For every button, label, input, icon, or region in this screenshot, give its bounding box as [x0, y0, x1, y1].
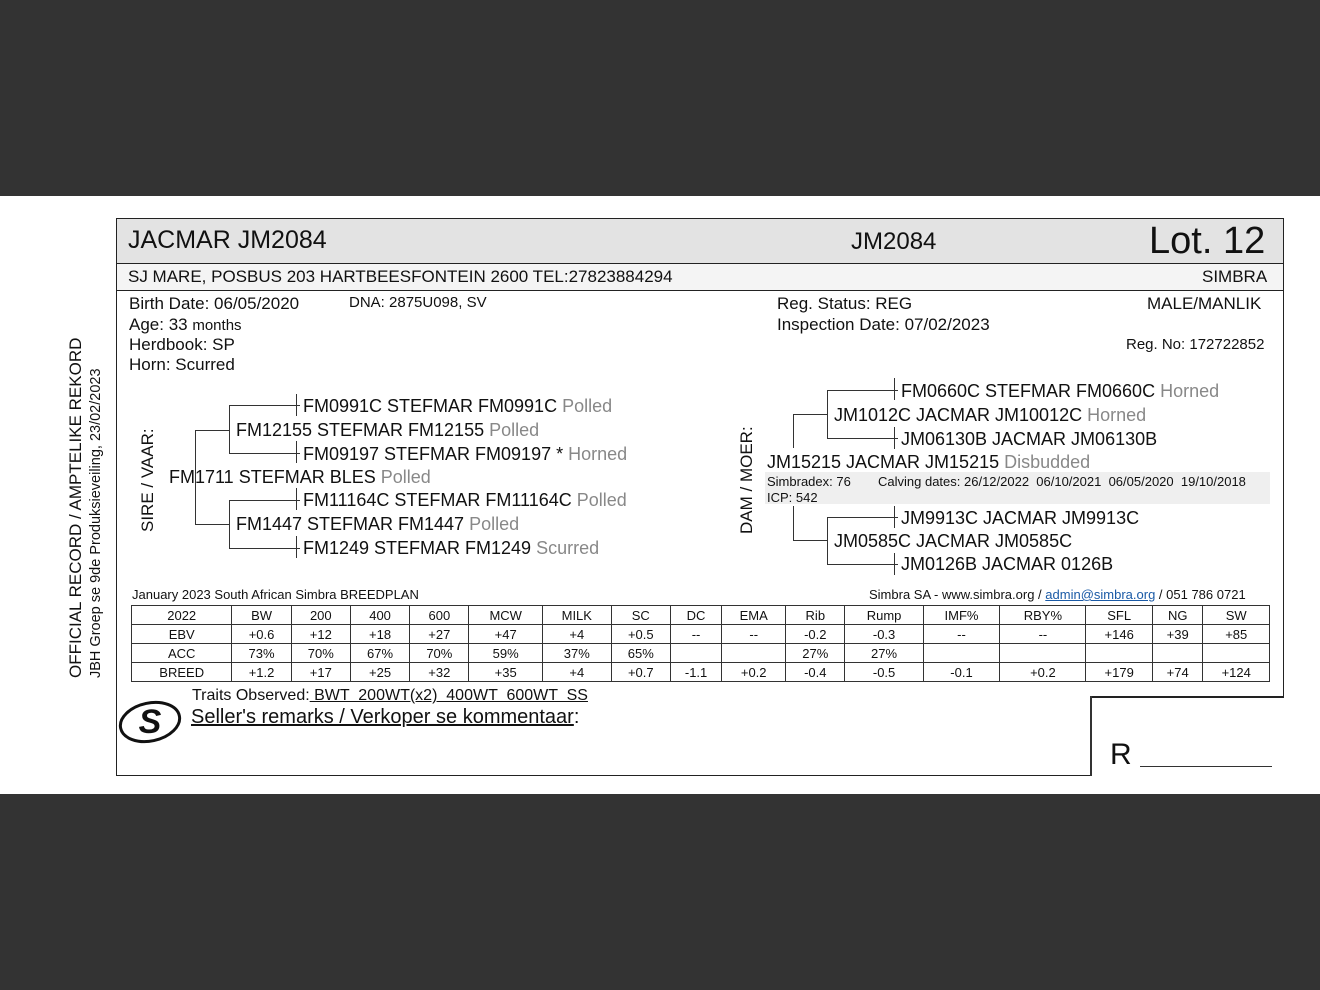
logo-letter: S	[138, 703, 162, 741]
sire-label: SIRE / VAAR:	[138, 428, 157, 532]
reg-number: Reg. No: 172722852	[1126, 336, 1265, 353]
table-cell: -0.5	[845, 663, 923, 682]
table-row-breed	[132, 663, 1270, 682]
table-cell: NG	[1152, 606, 1203, 625]
table-cell: +47	[469, 625, 542, 644]
table-row-ebv	[132, 625, 1270, 644]
table-cell: --	[1000, 625, 1086, 644]
table-header-row	[132, 606, 1270, 625]
table-cell: +27	[410, 625, 469, 644]
owner-address: SJ MARE, POSBUS 203 HARTBEESFONTEIN 2600 TEL:27823884294	[128, 267, 673, 286]
table-cell: 27%	[786, 644, 845, 663]
table-cell: +0.2	[1000, 663, 1086, 682]
table-cell: +0.2	[722, 663, 786, 682]
table-cell: 65%	[611, 644, 670, 663]
dam-sire-dam: JM06130B JACMAR JM06130B	[901, 429, 1158, 449]
icp: ICP: 542	[767, 490, 818, 505]
table-cell: +0.7	[611, 663, 670, 682]
table-cell: MCW	[469, 606, 542, 625]
table-cell: 200	[291, 606, 350, 625]
sire-sire: FM12155 STEFMAR FM12155 Polled	[236, 420, 540, 440]
table-cell: +25	[350, 663, 409, 682]
table-cell	[1000, 644, 1086, 663]
sire-name: FM1711 STEFMAR BLES Polled	[169, 467, 431, 487]
dam-sire-sire: FM0660C STEFMAR FM0660C Horned	[901, 381, 1220, 401]
breedplan-table	[131, 605, 1270, 682]
table-cell: +4	[542, 625, 611, 644]
table-cell: IMF%	[923, 606, 1000, 625]
table-cell: +4	[542, 663, 611, 682]
traits-label: Traits Observed:	[192, 687, 310, 704]
table-cell	[1203, 644, 1270, 663]
table-cell: BREED	[132, 663, 232, 682]
breedplan-title: January 2023 South African Simbra BREEDPLAN	[132, 587, 419, 602]
dam-name: JM15215 JACMAR JM15215 Disbudded	[767, 452, 1091, 472]
table-cell: BW	[232, 606, 291, 625]
table-cell: SW	[1203, 606, 1270, 625]
price-box-top-border	[1091, 696, 1284, 698]
table-cell: +12	[291, 625, 350, 644]
inspection-date: Inspection Date: 07/02/2023	[777, 315, 990, 334]
table-cell	[1152, 644, 1203, 663]
sellers-remarks-label: Seller's remarks / Verkoper se kommentaar	[191, 706, 574, 728]
table-cell: 27%	[845, 644, 923, 663]
table-cell: 73%	[232, 644, 291, 663]
table-cell: +18	[350, 625, 409, 644]
traits-value: BWT 200WT(x2) 400WT 600WT SS	[309, 687, 588, 704]
admin-email-link[interactable]: admin@simbra.org	[1045, 587, 1156, 602]
table-cell: +179	[1086, 663, 1152, 682]
record-sheet	[0, 196, 1320, 794]
table-cell: Rib	[786, 606, 845, 625]
table-cell: EBV	[132, 625, 232, 644]
sire-dam: FM1447 STEFMAR FM1447 Polled	[236, 514, 520, 534]
table-cell: EMA	[722, 606, 786, 625]
sire-dam-sire: FM11164C STEFMAR FM11164C Polled	[303, 490, 627, 510]
price-field[interactable]	[1110, 738, 1132, 772]
sire-dam-dam: FM1249 STEFMAR FM1249 Scurred	[303, 538, 600, 558]
calving-dates: Calving dates: 26/12/2022 06/10/2021 06/05/2020 19/10/2018	[878, 474, 1246, 489]
table-cell: -1.1	[670, 663, 721, 682]
dna-info: DNA: 2875U098, SV	[349, 294, 487, 311]
table-cell: RBY%	[1000, 606, 1086, 625]
table-cell: 600	[410, 606, 469, 625]
table-cell: +39	[1152, 625, 1203, 644]
table-cell: SFL	[1086, 606, 1152, 625]
table-cell: -0.2	[786, 625, 845, 644]
sale-info-label: JBH Groep se 9de Produksieveiling, 23/02/2023	[88, 368, 104, 678]
table-cell: +17	[291, 663, 350, 682]
age-unit: months	[192, 317, 242, 334]
age-value: Age: 33	[129, 315, 188, 334]
table-cell: +1.2	[232, 663, 291, 682]
breed-label: SIMBRA	[1202, 267, 1268, 286]
table-row-acc	[132, 644, 1270, 663]
table-cell: 70%	[410, 644, 469, 663]
table-cell: -0.1	[923, 663, 1000, 682]
table-cell: -0.3	[845, 625, 923, 644]
table-cell	[722, 644, 786, 663]
table-cell: 37%	[542, 644, 611, 663]
table-cell: +35	[469, 663, 542, 682]
horn-status: Horn: Scurred	[129, 355, 235, 374]
table-cell: +146	[1086, 625, 1152, 644]
birth-date: Birth Date: 06/05/2020	[129, 294, 300, 313]
lot-number: Lot. 12	[1149, 220, 1266, 262]
table-cell: 2022	[132, 606, 232, 625]
table-cell: --	[923, 625, 1000, 644]
age	[129, 315, 242, 335]
table-cell: 59%	[469, 644, 542, 663]
table-cell: 67%	[350, 644, 409, 663]
price-underline	[1140, 766, 1272, 767]
table-cell: +0.5	[611, 625, 670, 644]
official-record-label: OFFICIAL RECORD / AMPTELIKE REKORD	[66, 337, 85, 678]
table-cell: 400	[350, 606, 409, 625]
table-cell: MILK	[542, 606, 611, 625]
sire-sire-dam: FM09197 STEFMAR FM09197 * Horned	[303, 444, 628, 464]
table-cell	[670, 644, 721, 663]
table-cell	[923, 644, 1000, 663]
sellers-remarks: Seller's remarks / Verkoper se kommentaar:	[191, 706, 580, 728]
table-cell: +0.6	[232, 625, 291, 644]
table-cell: 70%	[291, 644, 350, 663]
table-cell: --	[670, 625, 721, 644]
table-cell: +74	[1152, 663, 1203, 682]
sire-sire-sire: FM0991C STEFMAR FM0991C Polled	[303, 396, 613, 416]
table-cell: -0.4	[786, 663, 845, 682]
dam-dam-dam: JM0126B JACMAR 0126B	[901, 554, 1114, 574]
animal-name: JACMAR JM2084	[128, 226, 327, 254]
table-cell: +124	[1203, 663, 1270, 682]
dam-dam-sire: JM9913C JACMAR JM9913C	[901, 508, 1140, 528]
reg-status: Reg. Status: REG	[777, 294, 913, 313]
table-cell: --	[722, 625, 786, 644]
table-cell: Rump	[845, 606, 923, 625]
dam-sire: JM1012C JACMAR JM10012C Horned	[834, 405, 1147, 425]
herdbook: Herdbook: SP	[129, 335, 235, 354]
dam-label: DAM / MOER:	[737, 426, 756, 534]
sex: MALE/MANLIK	[1147, 294, 1262, 313]
price-currency: R	[1110, 738, 1132, 771]
breedplan-contact: Simbra SA - www.simbra.org / admin@simbra.org / 051 786 0721	[869, 587, 1246, 602]
simbra-logo-icon	[116, 696, 184, 748]
simbradex: Simbradex: 76	[767, 474, 851, 489]
table-cell: DC	[670, 606, 721, 625]
table-cell: ACC	[132, 644, 232, 663]
table-cell: SC	[611, 606, 670, 625]
dam-dam: JM0585C JACMAR JM0585C	[834, 531, 1073, 551]
animal-id: JM2084	[851, 228, 937, 255]
table-cell: +85	[1203, 625, 1270, 644]
table-cell: +32	[410, 663, 469, 682]
traits-observed	[192, 687, 588, 705]
table-cell	[1086, 644, 1152, 663]
